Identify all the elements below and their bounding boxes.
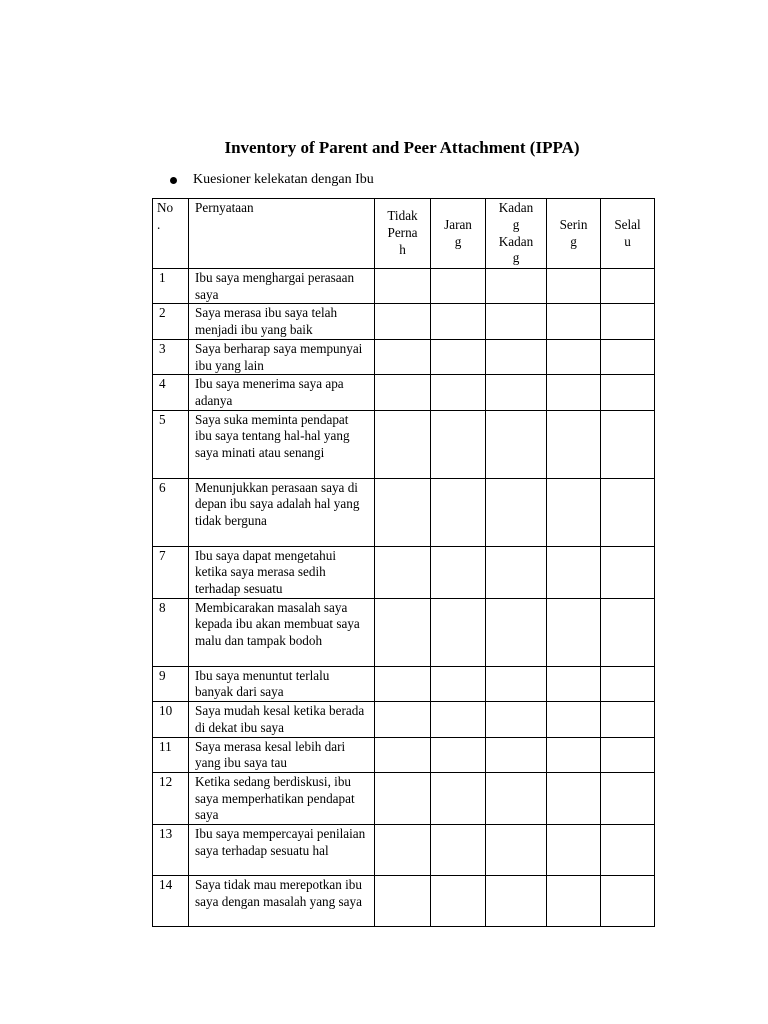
table-row — [153, 598, 655, 666]
answer-cell-kadang-kadang[interactable] — [486, 269, 547, 304]
answer-cell-tidak-pernah[interactable] — [375, 375, 431, 410]
answer-cell-sering[interactable] — [547, 375, 601, 410]
header-option-tidak-pernah: Tidak Perna h — [375, 199, 431, 269]
answer-cell-kadang-kadang[interactable] — [486, 304, 547, 339]
answer-cell-sering[interactable] — [547, 269, 601, 304]
answer-cell-selalu[interactable] — [601, 876, 655, 927]
row-number: 10 — [153, 702, 189, 737]
table-row — [153, 702, 655, 737]
header-row — [153, 199, 655, 269]
header-statement: Pernyataan — [189, 199, 375, 269]
answer-cell-selalu[interactable] — [601, 339, 655, 374]
answer-cell-kadang-kadang[interactable] — [486, 410, 547, 478]
row-statement: Saya merasa ibu saya telah menjadi ibu yang baik — [189, 304, 375, 339]
table-row — [153, 410, 655, 478]
answer-cell-kadang-kadang[interactable] — [486, 702, 547, 737]
row-statement: Ibu saya dapat mengetahui ketika saya merasa sedih terhadap sesuatu — [189, 546, 375, 598]
answer-cell-jarang[interactable] — [431, 876, 486, 927]
row-number: 14 — [153, 876, 189, 927]
questionnaire-table — [152, 198, 655, 927]
answer-cell-jarang[interactable] — [431, 410, 486, 478]
answer-cell-jarang[interactable] — [431, 304, 486, 339]
answer-cell-tidak-pernah[interactable] — [375, 478, 431, 546]
row-number: 9 — [153, 666, 189, 701]
answer-cell-kadang-kadang[interactable] — [486, 339, 547, 374]
answer-cell-jarang[interactable] — [431, 546, 486, 598]
answer-cell-tidak-pernah[interactable] — [375, 702, 431, 737]
answer-cell-selalu[interactable] — [601, 304, 655, 339]
row-number: 4 — [153, 375, 189, 410]
answer-cell-sering[interactable] — [547, 876, 601, 927]
row-statement: Saya tidak mau merepotkan ibu saya dengan masalah yang saya — [189, 876, 375, 927]
answer-cell-kadang-kadang[interactable] — [486, 666, 547, 701]
answer-cell-selalu[interactable] — [601, 702, 655, 737]
table-row — [153, 339, 655, 374]
header-option-jarang: Jaran g — [431, 199, 486, 269]
section-label: Kuesioner kelekatan dengan Ibu — [193, 172, 374, 187]
row-statement: Ibu saya menuntut terlalu banyak dari saya — [189, 666, 375, 701]
answer-cell-sering[interactable] — [547, 772, 601, 824]
row-statement: Saya merasa kesal lebih dari yang ibu saya tau — [189, 737, 375, 772]
answer-cell-selalu[interactable] — [601, 772, 655, 824]
answer-cell-jarang[interactable] — [431, 339, 486, 374]
row-number: 7 — [153, 546, 189, 598]
answer-cell-jarang[interactable] — [431, 269, 486, 304]
table-row — [153, 772, 655, 824]
answer-cell-sering[interactable] — [547, 737, 601, 772]
answer-cell-sering[interactable] — [547, 410, 601, 478]
row-statement: Saya berharap saya mempunyai ibu yang lain — [189, 339, 375, 374]
answer-cell-tidak-pernah[interactable] — [375, 304, 431, 339]
answer-cell-tidak-pernah[interactable] — [375, 666, 431, 701]
section-bullet — [170, 172, 374, 188]
table-row — [153, 269, 655, 304]
answer-cell-tidak-pernah[interactable] — [375, 546, 431, 598]
row-statement: Membicarakan masalah saya kepada ibu akan membuat saya malu dan tampak bodoh — [189, 598, 375, 666]
answer-cell-jarang[interactable] — [431, 702, 486, 737]
row-number: 12 — [153, 772, 189, 824]
row-number: 13 — [153, 825, 189, 876]
answer-cell-jarang[interactable] — [431, 772, 486, 824]
table-row — [153, 666, 655, 701]
header-option-sering: Serin g — [547, 199, 601, 269]
answer-cell-sering[interactable] — [547, 702, 601, 737]
table-row — [153, 737, 655, 772]
answer-cell-tidak-pernah[interactable] — [375, 598, 431, 666]
row-statement: Saya mudah kesal ketika berada di dekat ibu saya — [189, 702, 375, 737]
row-statement: Ibu saya mempercayai penilaian saya terhadap sesuatu hal — [189, 825, 375, 876]
answer-cell-jarang[interactable] — [431, 825, 486, 876]
answer-cell-selalu[interactable] — [601, 737, 655, 772]
answer-cell-sering[interactable] — [547, 478, 601, 546]
answer-cell-kadang-kadang[interactable] — [486, 478, 547, 546]
table-row — [153, 825, 655, 876]
table-row — [153, 478, 655, 546]
answer-cell-kadang-kadang[interactable] — [486, 825, 547, 876]
header-no: No . — [153, 199, 189, 269]
row-number: 8 — [153, 598, 189, 666]
answer-cell-jarang[interactable] — [431, 375, 486, 410]
answer-cell-tidak-pernah[interactable] — [375, 772, 431, 824]
answer-cell-kadang-kadang[interactable] — [486, 546, 547, 598]
answer-cell-selalu[interactable] — [601, 546, 655, 598]
answer-cell-kadang-kadang[interactable] — [486, 876, 547, 927]
row-statement: Saya suka meminta pendapat ibu saya tentang hal-hal yang saya minati atau senangi — [189, 410, 375, 478]
answer-cell-kadang-kadang[interactable] — [486, 737, 547, 772]
answer-cell-tidak-pernah[interactable] — [375, 737, 431, 772]
answer-cell-tidak-pernah[interactable] — [375, 410, 431, 478]
row-statement: Ketika sedang berdiskusi, ibu saya memperhatikan pendapat saya — [189, 772, 375, 824]
answer-cell-jarang[interactable] — [431, 598, 486, 666]
answer-cell-jarang[interactable] — [431, 666, 486, 701]
row-number: 3 — [153, 339, 189, 374]
answer-cell-sering[interactable] — [547, 339, 601, 374]
answer-cell-kadang-kadang[interactable] — [486, 772, 547, 824]
bullet-icon — [170, 177, 177, 184]
answer-cell-selalu[interactable] — [601, 598, 655, 666]
answer-cell-jarang[interactable] — [431, 478, 486, 546]
row-number: 1 — [153, 269, 189, 304]
answer-cell-selalu[interactable] — [601, 375, 655, 410]
answer-cell-sering[interactable] — [547, 546, 601, 598]
table-row — [153, 375, 655, 410]
row-statement: Ibu saya menerima saya apa adanya — [189, 375, 375, 410]
table-row — [153, 876, 655, 927]
table-row — [153, 304, 655, 339]
header-option-kadang-kadang: Kadan g Kadan g — [486, 199, 547, 269]
answer-cell-jarang[interactable] — [431, 737, 486, 772]
document-title: Inventory of Parent and Peer Attachment (IPPA) — [224, 138, 580, 157]
row-number: 11 — [153, 737, 189, 772]
answer-cell-selalu[interactable] — [601, 269, 655, 304]
answer-cell-tidak-pernah[interactable] — [375, 825, 431, 876]
row-number: 2 — [153, 304, 189, 339]
answer-cell-selalu[interactable] — [601, 825, 655, 876]
row-statement: Ibu saya menghargai perasaan saya — [189, 269, 375, 304]
answer-cell-tidak-pernah[interactable] — [375, 269, 431, 304]
answer-cell-selalu[interactable] — [601, 478, 655, 546]
answer-cell-sering[interactable] — [547, 304, 601, 339]
answer-cell-sering[interactable] — [547, 666, 601, 701]
answer-cell-tidak-pernah[interactable] — [375, 876, 431, 927]
answer-cell-sering[interactable] — [547, 598, 601, 666]
row-number: 6 — [153, 478, 189, 546]
answer-cell-tidak-pernah[interactable] — [375, 339, 431, 374]
answer-cell-selalu[interactable] — [601, 410, 655, 478]
row-number: 5 — [153, 410, 189, 478]
header-option-selalu: Selal u — [601, 199, 655, 269]
row-statement: Menunjukkan perasaan saya di depan ibu saya adalah hal yang tidak berguna — [189, 478, 375, 546]
answer-cell-kadang-kadang[interactable] — [486, 375, 547, 410]
table-row — [153, 546, 655, 598]
answer-cell-kadang-kadang[interactable] — [486, 598, 547, 666]
answer-cell-selalu[interactable] — [601, 666, 655, 701]
answer-cell-sering[interactable] — [547, 825, 601, 876]
